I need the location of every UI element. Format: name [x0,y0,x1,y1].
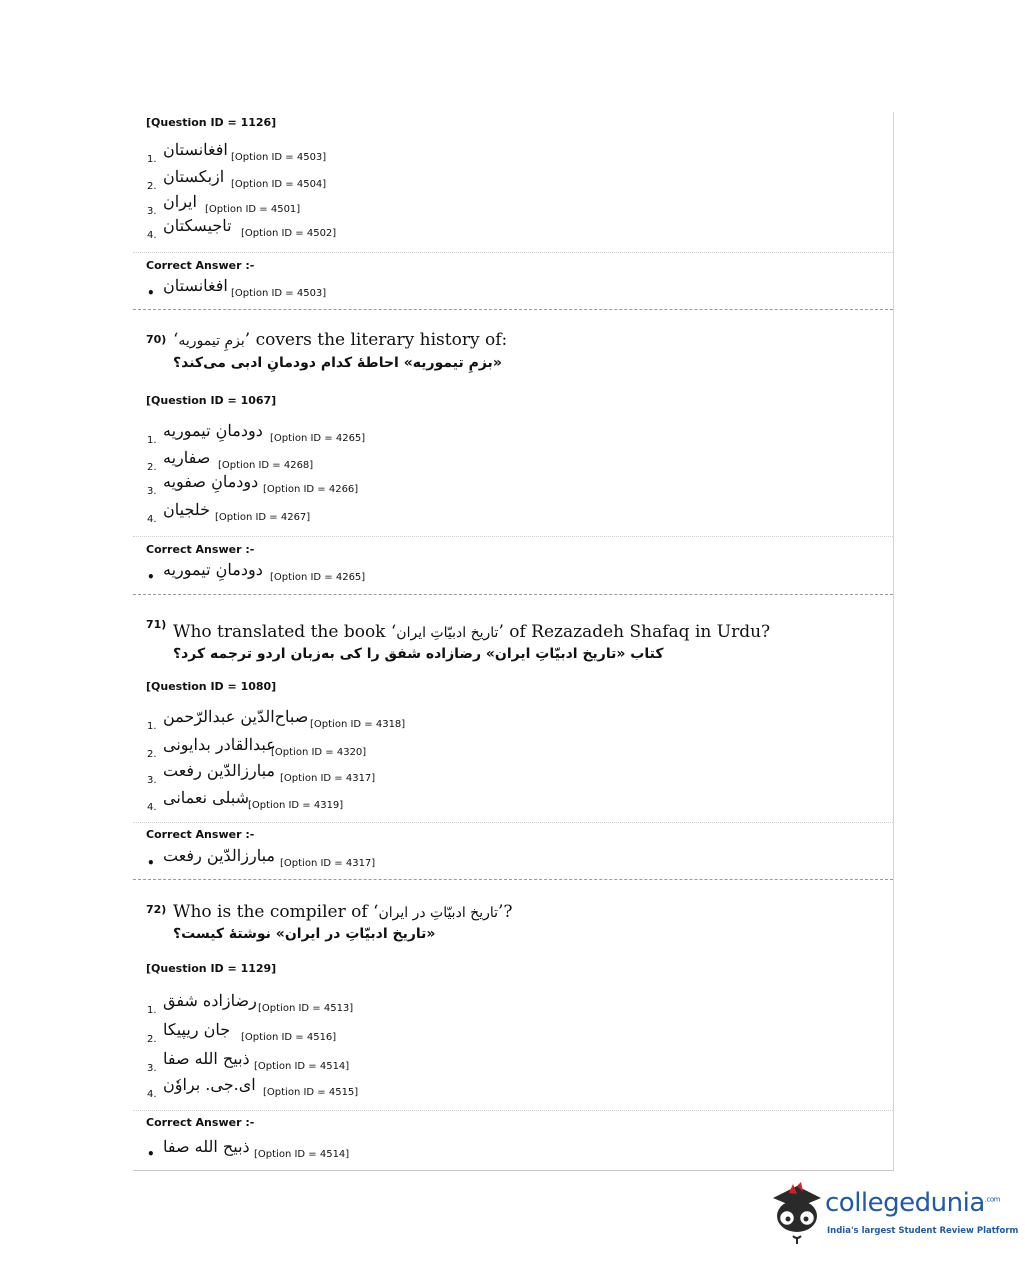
question-text-post: ’ of Rezazadeh Shafaq in Urdu? [498,622,771,642]
question-id: [Question ID = 1126] [146,116,277,129]
correct-answer-row [133,1139,733,1165]
correct-answer-text: ذبیح الله صفا [163,1137,250,1156]
option-number: 1. [147,435,157,446]
option-number: 4. [147,802,157,813]
option-row [133,790,733,816]
option-number: 2. [147,749,157,760]
option-number: 1. [147,1005,157,1016]
bullet: • [147,1147,155,1161]
option-text: مبارزالدّین رفعت [163,761,275,780]
question-number: 71) [146,618,167,631]
brand-tagline: India's largest Student Review Platform [827,1226,1019,1236]
option-row [133,1051,733,1077]
option-id: [Option ID = 4267] [215,512,311,523]
option-text: دودمانِ تیموریه [163,421,263,440]
correct-answer-row [133,562,733,588]
option-text: ای.جی. براوٗن [163,1075,256,1094]
option-id: [Option ID = 4317] [280,773,376,784]
question-id: [Question ID = 1067] [146,394,277,407]
option-id: [Option ID = 4266] [263,484,359,495]
option-number: 3. [147,486,157,497]
brand-com: .com [984,1195,1000,1204]
question-text-post: ’ covers the literary history of: [244,330,508,350]
option-row [133,993,733,1019]
option-row [133,218,733,244]
option-number: 3. [147,775,157,786]
option-row [133,474,733,500]
question-inline-persian: تاریخ ادبیّاتِ ایران [396,625,499,641]
correct-answer-text: دودمانِ تیموریه [163,560,263,579]
question-number: 70) [146,333,167,346]
option-number: 4. [147,1089,157,1100]
option-row [133,1022,733,1048]
option-row [133,502,733,528]
option-row [133,423,733,449]
correct-answer-row [133,848,733,874]
option-text: ازبکستان [163,167,225,186]
question-sheet [133,112,894,1171]
question-separator [133,594,893,595]
option-number: 1. [147,721,157,732]
option-number: 3. [147,1063,157,1074]
question-inline-persian: بزمِ تیموریه [178,333,245,349]
question-id: [Question ID = 1129] [146,962,277,975]
correct-answer-text: افغانستان [163,276,228,295]
question-separator [133,879,893,880]
option-text: رضازاده شفق [163,991,257,1010]
option-text: ایران [163,192,197,211]
option-number: 2. [147,462,157,473]
option-text: دودمانِ صفویه [163,472,259,491]
option-id: [Option ID = 4504] [231,179,327,190]
correct-answer-option-id: [Option ID = 4514] [254,1149,350,1160]
question-id: [Question ID = 1080] [146,680,277,693]
correct-answer-label: Correct Answer :- [146,543,255,556]
question-text-post: ’? [498,902,513,922]
option-id: [Option ID = 4318] [310,719,406,730]
brand-name [825,1188,1000,1218]
question-text-english [173,622,770,642]
mascot-icon [767,1180,827,1246]
option-id: [Option ID = 4513] [258,1003,354,1014]
option-text: ذبیح الله صفا [163,1049,250,1068]
correct-answer-option-id: [Option ID = 4265] [270,572,366,583]
option-text: صباح‌الدّین عبدالرّحمن [163,707,309,726]
question-text-pre: Who is the compiler of ‘ [173,902,379,922]
divider [133,1110,893,1111]
option-id: [Option ID = 4319] [248,800,344,811]
option-row [133,737,733,763]
divider [133,822,893,823]
correct-answer-option-id: [Option ID = 4317] [280,858,376,869]
correct-answer-label: Correct Answer :- [146,828,255,841]
option-id: [Option ID = 4320] [271,747,367,758]
option-text: افغانستان [163,140,228,159]
question-text-persian: «تاریخ ادبیّاتِ در ایران» نوشتهٔ کیست؟ [173,926,436,942]
question-text-persian: کتاب «تاریخ ادبیّاتِ ایران» رضازاده شفق را کی به‌زبان اردو ترجمه کرد؟ [173,646,664,662]
option-text: عبدالقادر بدایونی [163,735,276,754]
option-id: [Option ID = 4516] [241,1032,337,1043]
divider [133,536,893,537]
option-number: 2. [147,1034,157,1045]
question-inline-persian: تاریخ ادبیّاتِ در ایران [378,905,499,921]
correct-answer-label: Correct Answer :- [146,1116,255,1129]
correct-answer-text: مبارزالدّین رفعت [163,846,275,865]
correct-answer-label: Correct Answer :- [146,259,255,272]
option-row [133,1077,733,1103]
option-id: [Option ID = 4268] [218,460,314,471]
collegedunia-logo [767,1180,1019,1250]
option-number: 4. [147,514,157,525]
option-row [133,142,733,168]
option-text: صفاریه [163,448,211,467]
question-text-persian: «بزمِ تیموریه» احاطهٔ کدام دودمانِ ادبی می‌کند؟ [173,355,502,371]
question-separator [133,309,893,310]
option-number: 2. [147,181,157,192]
correct-answer-option-id: [Option ID = 4503] [231,288,327,299]
bullet: • [147,286,155,300]
option-text: تاجیسکتان [163,216,232,235]
option-row [133,763,733,789]
option-number: 1. [147,154,157,165]
question-text-english [173,902,513,922]
question-text-pre: Who translated the book ‘ [173,622,397,642]
option-id: [Option ID = 4501] [205,204,301,215]
bullet: • [147,856,155,870]
option-row [133,169,733,195]
option-id: [Option ID = 4514] [254,1061,350,1072]
option-text: خلجیان [163,500,210,519]
divider [133,252,893,253]
correct-answer-row [133,278,733,304]
question-text-pre: ‘ [173,330,179,350]
question-text-english [173,330,507,350]
option-id: [Option ID = 4515] [263,1087,359,1098]
bullet: • [147,570,155,584]
option-text: شبلی نعمانی [163,788,250,807]
question-number: 72) [146,903,167,916]
option-id: [Option ID = 4502] [241,228,337,239]
option-text: جان ریپیکا [163,1020,231,1039]
option-number: 4. [147,230,157,241]
option-row [133,709,733,735]
option-id: [Option ID = 4503] [231,152,327,163]
option-number: 3. [147,206,157,217]
brand-text: collegedunia [825,1188,985,1218]
option-id: [Option ID = 4265] [270,433,366,444]
